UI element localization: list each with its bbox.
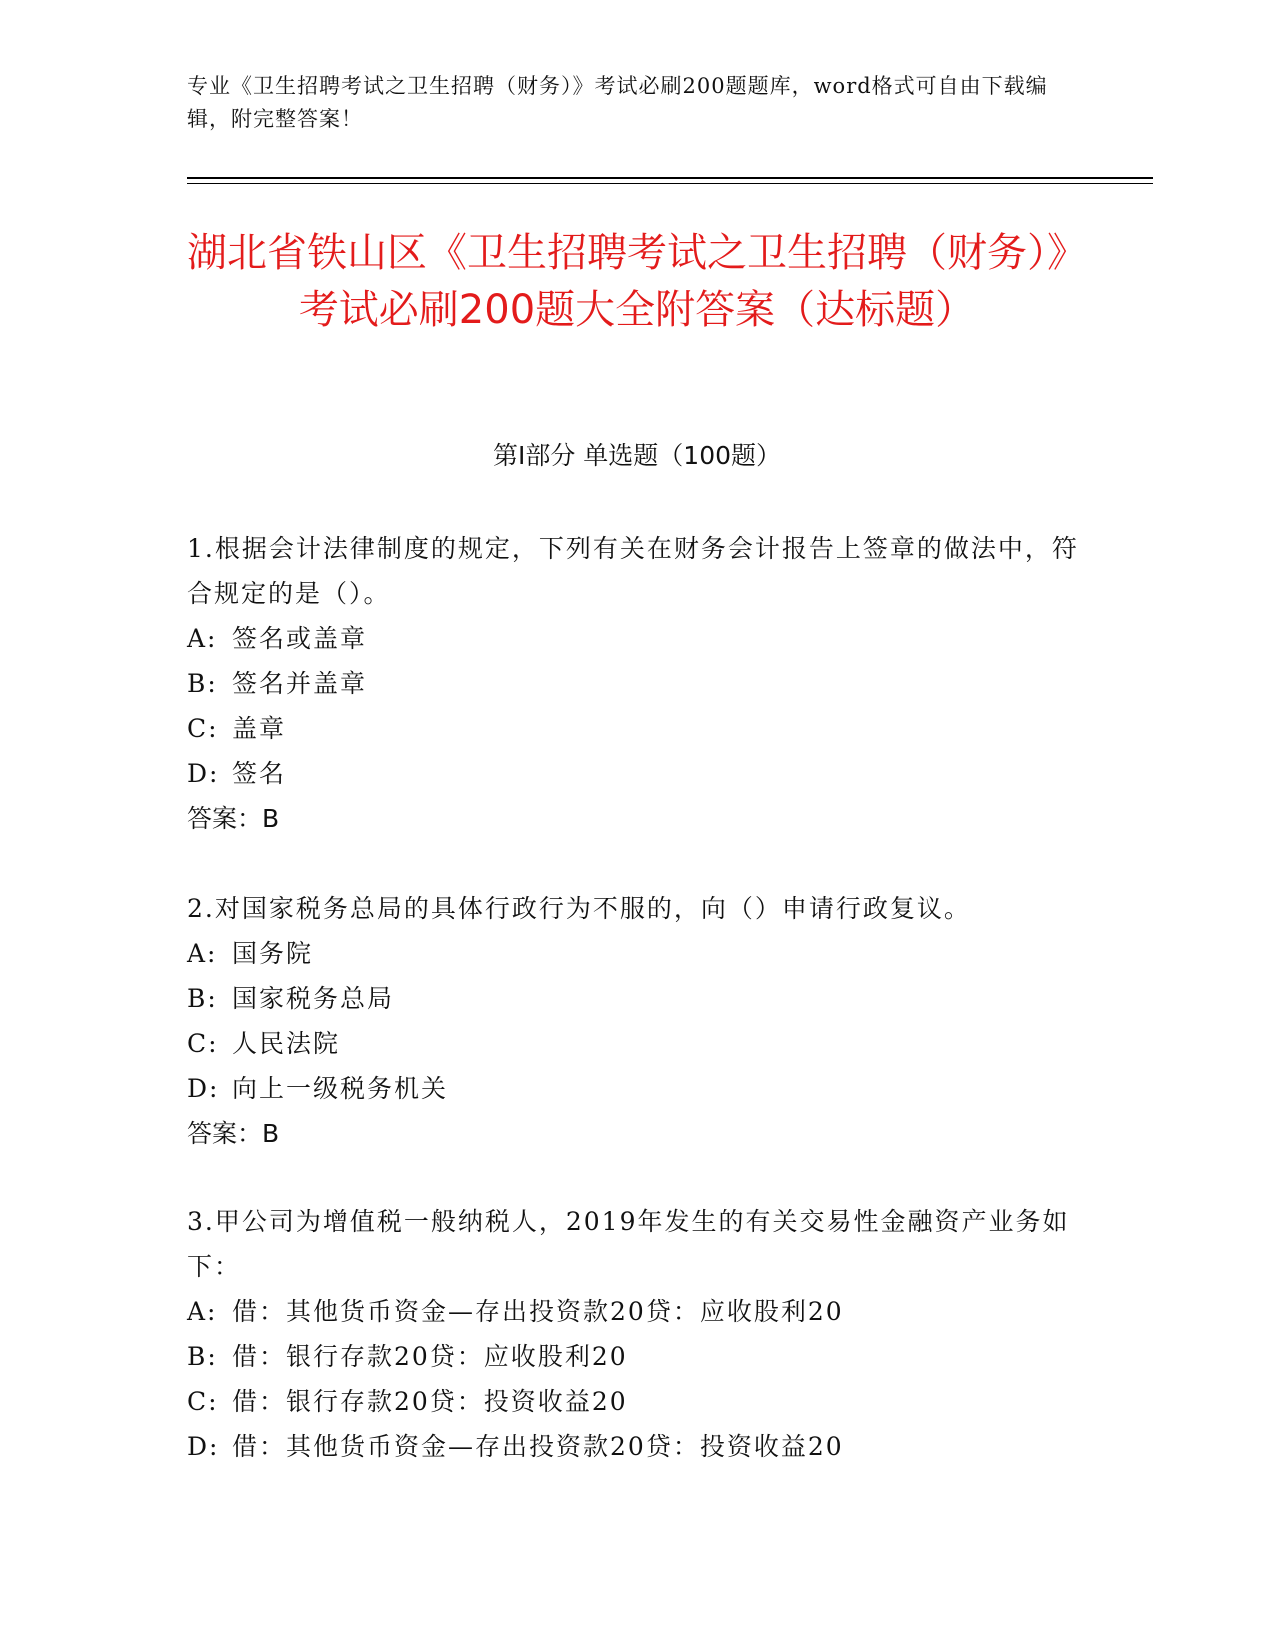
option-letter: C: xyxy=(187,1387,219,1416)
option-text: 盖章 xyxy=(232,714,287,743)
question-stem: 2.对国家税务总局的具体行政行为不服的，向（）申请行政复议。 xyxy=(187,894,971,923)
option-letter: B: xyxy=(187,1342,218,1371)
option-text: 国务院 xyxy=(232,939,314,968)
option-d xyxy=(187,751,1087,796)
option-b xyxy=(187,976,1087,1021)
option-a xyxy=(187,1289,1087,1334)
option-c xyxy=(187,1021,1087,1066)
option-letter: C: xyxy=(187,1029,219,1058)
answer-line: 答案：B xyxy=(187,1119,280,1148)
option-text: 借：银行存款20贷：投资收益20 xyxy=(232,1387,628,1416)
document-title: 湖北省铁山区《卫生招聘考试之卫生招聘（财务）》考试必刷200题大全附答案（达标题） xyxy=(187,230,1087,333)
answer-line: 答案：B xyxy=(187,804,280,833)
option-text: 借：其他货币资金—存出投资款20贷：应收股利20 xyxy=(232,1297,844,1326)
question-stem: 3.甲公司为增值税一般纳税人，2019年发生的有关交易性金融资产业务如下： xyxy=(187,1207,1070,1281)
option-text: 签名 xyxy=(232,759,287,788)
option-text: 借：银行存款20贷：应收股利20 xyxy=(232,1342,628,1371)
question-block xyxy=(187,886,1087,1156)
question-block xyxy=(187,526,1087,841)
option-d xyxy=(187,1066,1087,1111)
option-a xyxy=(187,616,1087,661)
option-b xyxy=(187,1334,1087,1379)
option-text: 国家税务总局 xyxy=(232,984,395,1013)
header-divider-thin xyxy=(187,183,1153,184)
option-c xyxy=(187,706,1087,751)
option-text: 向上一级税务机关 xyxy=(232,1074,449,1103)
option-letter: D: xyxy=(187,759,220,788)
question-block xyxy=(187,1199,1087,1469)
option-letter: D: xyxy=(187,1432,220,1461)
section-title: 第I部分 单选题（100题） xyxy=(492,441,782,470)
header-note: 专业《卫生招聘考试之卫生招聘（财务）》考试必刷200题题库，word格式可自由下载编辑，附完整答案！ xyxy=(187,74,1048,131)
option-letter: A: xyxy=(187,624,218,653)
option-text: 签名或盖章 xyxy=(232,624,368,653)
option-letter: B: xyxy=(187,984,218,1013)
option-letter: D: xyxy=(187,1074,220,1103)
option-letter: B: xyxy=(187,669,218,698)
header-divider-thick xyxy=(187,177,1153,179)
option-a xyxy=(187,931,1087,976)
option-letter: A: xyxy=(187,939,218,968)
option-b xyxy=(187,661,1087,706)
option-letter: C: xyxy=(187,714,219,743)
option-text: 借：其他货币资金—存出投资款20贷：投资收益20 xyxy=(232,1432,844,1461)
question-stem: 1.根据会计法律制度的规定，下列有关在财务会计报告上签章的做法中，符合规定的是（）。 xyxy=(187,534,1079,608)
option-text: 签名并盖章 xyxy=(232,669,368,698)
option-c xyxy=(187,1379,1087,1424)
option-d xyxy=(187,1424,1087,1469)
option-letter: A: xyxy=(187,1297,218,1326)
option-text: 人民法院 xyxy=(232,1029,341,1058)
